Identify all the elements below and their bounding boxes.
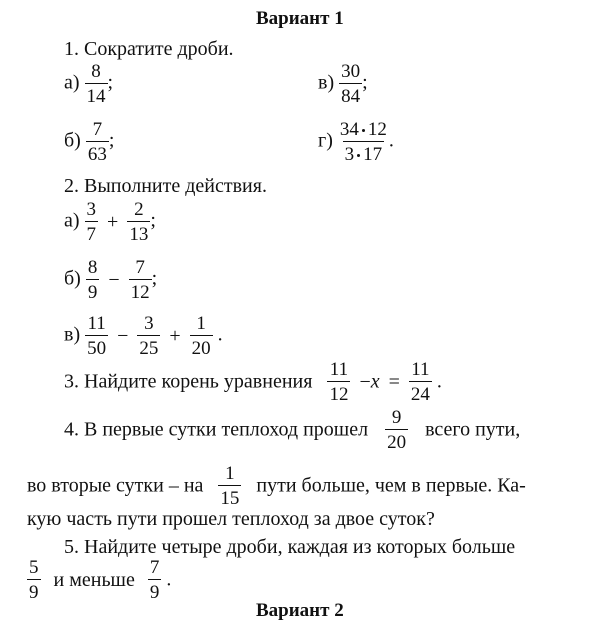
fraction: $\frac{2}{13}$	[129, 199, 149, 245]
task-1g: г) $\frac{34 12}{3 17}$ .	[318, 119, 394, 165]
task-4-line-1: 4. В первые сутки теплоход прошел $\frac{9}{20}$ всего пути,	[64, 407, 521, 453]
task-4-line-2: во вторые сутки – на $\frac{1}{15}$ пути больше, чем в первые. Ка-	[27, 463, 526, 509]
task-2v: в) $\frac{11}{50}$ − $\frac{3}{25}$ + $\frac{1}{20}$ .	[64, 313, 223, 359]
item-label: б)	[64, 129, 81, 152]
task-5-line-1: 5. Найдите четыре дроби, каждая из которых больше	[64, 536, 516, 558]
fraction: $\frac{3}{25}$	[139, 313, 159, 359]
variant-1-title: Вариант 1	[256, 8, 344, 29]
task-2a: а) $\frac{3}{7}$ + $\frac{2}{13}$ ;	[64, 199, 156, 245]
fraction: $\frac{30}{84}$	[341, 61, 361, 107]
task-2-title: 2. Выполните действия.	[64, 175, 267, 197]
fraction: $\frac{8}{9}$	[87, 257, 98, 303]
task-1b: б) $\frac{7}{63}$ ;	[64, 119, 115, 165]
fraction: $\frac{7}{63}$	[87, 119, 107, 165]
variant-2-title: Вариант 2	[256, 600, 344, 621]
operator: −	[108, 268, 120, 291]
fraction: $\frac{11}{12}$	[329, 359, 349, 405]
variable-x: x	[370, 370, 380, 393]
fraction: $\frac{11}{50}$	[87, 313, 107, 359]
fraction: $\frac{1}{15}$	[220, 463, 240, 509]
item-label: в)	[64, 323, 81, 346]
operator: −	[117, 324, 129, 347]
task-1v: в) $\frac{30}{84}$ ;	[318, 61, 368, 107]
task-1a: а) $\frac{8}{14}$ ;	[64, 61, 114, 107]
task-3: 3. Найдите корень уравнения $\frac{11}{12}$ −x = $\frac{11}{24}$ .	[64, 359, 442, 405]
fraction: $\frac{3}{7}$	[86, 199, 97, 245]
item-label: в)	[318, 71, 335, 94]
fraction: $\frac{1}{20}$	[191, 313, 211, 359]
fraction: $\frac{7}{12}$	[130, 257, 150, 303]
fraction: $\frac{11}{24}$	[410, 359, 430, 405]
task-5-line-2: $\frac{5}{9}$ и меньше $\frac{7}{9}$ .	[29, 557, 172, 603]
task-4-line-3: кую часть пути прошел теплоход за двое суток?	[27, 508, 435, 530]
fraction: $\frac{7}{9}$	[149, 557, 160, 603]
operator: +	[169, 324, 181, 347]
item-label: г)	[318, 129, 333, 152]
task-1-title: 1. Сократите дроби.	[64, 38, 234, 60]
fraction: $\frac{8}{14}$	[86, 61, 106, 107]
task-3-text: 3. Найдите корень уравнения	[64, 370, 313, 393]
item-label: а)	[64, 71, 80, 94]
fraction: $\frac{9}{20}$	[387, 407, 407, 453]
item-label: б)	[64, 267, 81, 290]
fraction: $\frac{5}{9}$	[29, 557, 39, 603]
item-label: а)	[64, 209, 80, 232]
operator: +	[107, 210, 119, 233]
operator: −	[359, 370, 371, 393]
task-2b: б) $\frac{8}{9}$ − $\frac{7}{12}$ ;	[64, 257, 158, 303]
fraction: $\frac{34 12}{3 17}$	[339, 119, 387, 165]
equals-sign: =	[388, 370, 400, 393]
